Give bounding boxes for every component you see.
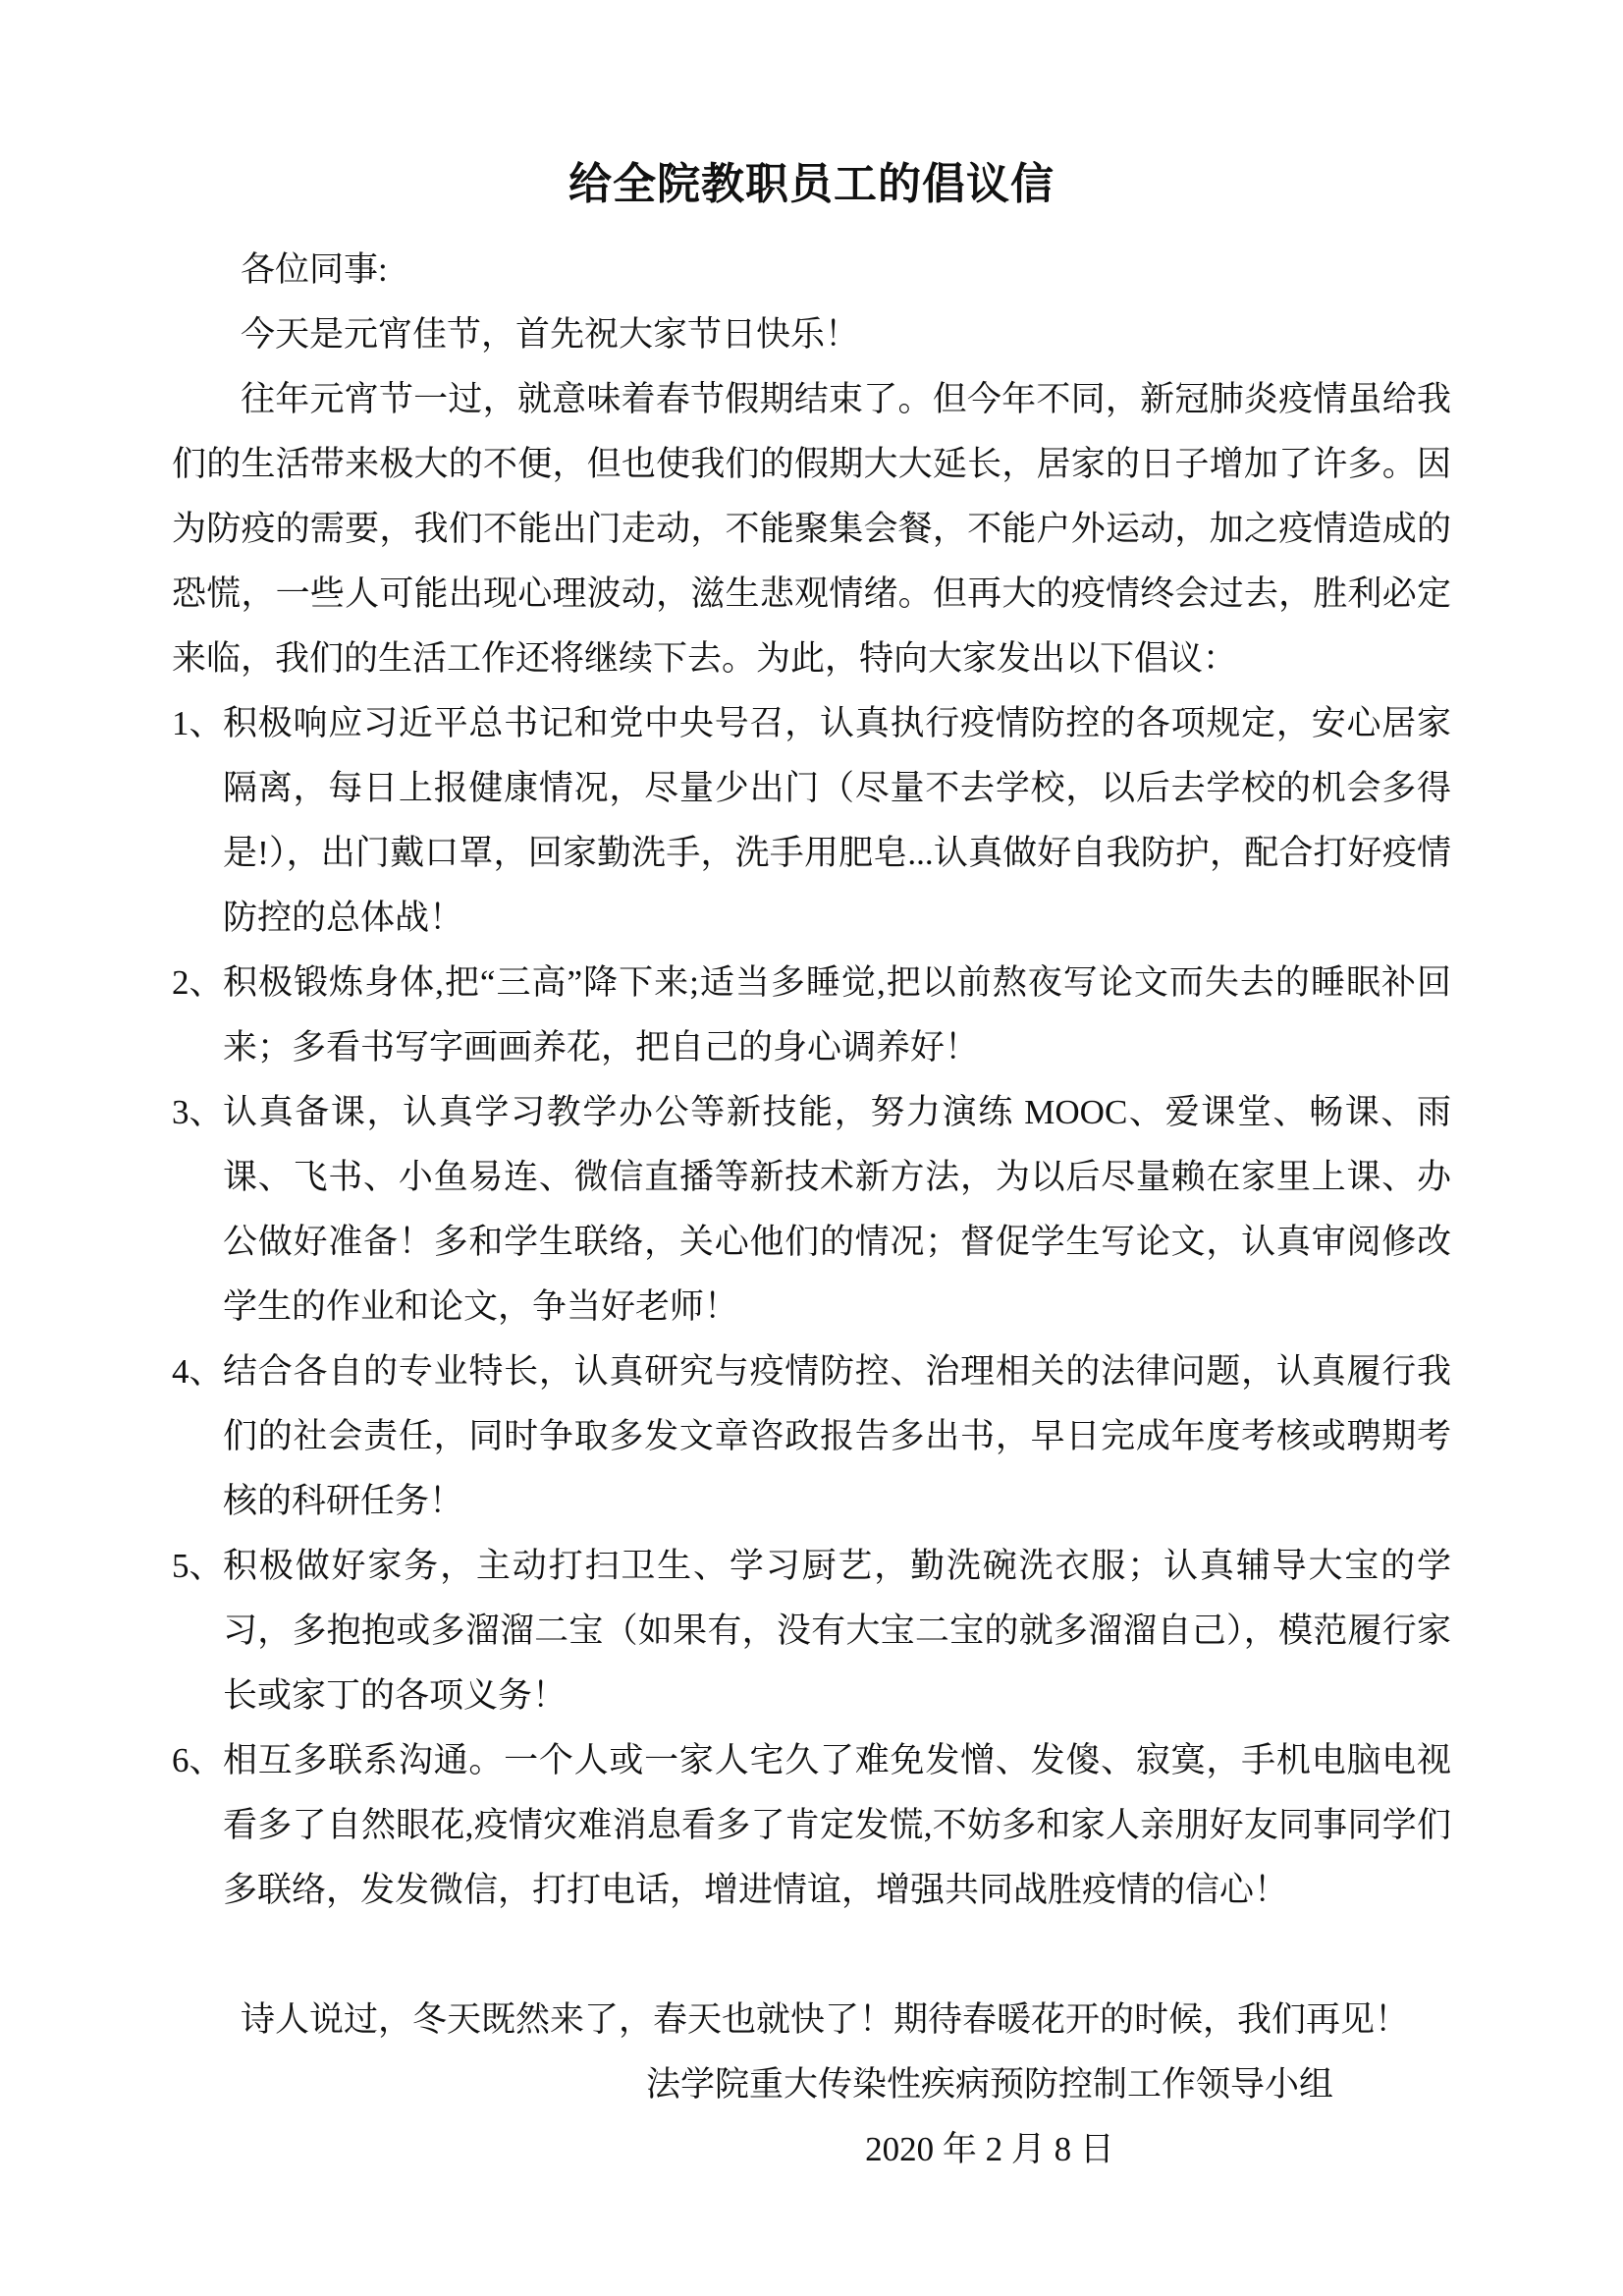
proposal-item [172,1728,1451,1923]
salutation: 各位同事: [241,250,388,289]
page-title: 给全院教职员工的倡议信 [568,160,1055,208]
date: 2020 年 2 月 8 日 [865,2130,1114,2168]
proposal-number: 1、 [172,704,224,742]
proposal-number: 6、 [172,1741,224,1779]
closing-paragraph: 诗人说过，冬天既然来了，春天也就快了！期待春暖花开的时候，我们再见！ [241,2000,1410,2039]
proposal-item [172,1339,1451,1534]
proposal-item [172,951,1451,1080]
proposal-text: 积极锻炼身体,把“三高”降下来;适当多睡觉,把以前熬夜写论文而失去的睡眠补回来；多看书写字画画养花，把自己的身心调养好！ [223,963,1451,1066]
proposal-number: 5、 [172,1547,224,1585]
proposal-item [172,691,1451,951]
proposal-item [172,1080,1451,1339]
proposal-text: 积极做好家务，主动打扫卫生、学习厨艺，勤洗碗洗衣服；认真辅导大宝的学习，多抱抱或多溜溜二宝（如果有，没有大宝二宝的就多溜溜自己），模范履行家长或家丁的各项义务！ [223,1547,1451,1715]
proposal-text: 积极响应习近平总书记和党中央号召，认真执行疫情防控的各项规定，安心居家隔离，每日上报健康情况，尽量少出门（尽量不去学校，以后去学校的机会多得是!），出门戴口罩，回家勤洗手，洗手用肥皂...认真做好自我防护，配合打好疫情防控的总体战！ [223,704,1451,937]
proposal-text: 认真备课，认真学习教学办公等新技能，努力演练 MOOC、爱课堂、畅课、雨课、飞书、小鱼易连、微信直播等新技术新方法，为以后尽量赖在家里上课、办公做好准备！多和学生联络，关心他们的情况；督促学生写论文，认真审阅修改学生的作业和论文，争当好老师！ [223,1093,1451,1326]
paragraph: 今天是元宵佳节，首先祝大家节日快乐！ [241,315,860,354]
letter-body [172,238,1451,2182]
proposal-number: 2、 [172,963,224,1002]
proposal-number: 4、 [172,1352,224,1391]
signature: 法学院重大传染性疾病预防控制工作领导小组 [645,2065,1333,2104]
proposal-number: 3、 [172,1093,224,1131]
proposal-text: 相互多联系沟通。一个人或一家人宅久了难免发憎、发傻、寂寞，手机电脑电视看多了自然眼花,疫情灾难消息看多了肯定发慌,不妨多和家人亲朋好友同事同学们多联络，发发微信，打打电话，增进情谊，增强共同战胜疫情的信心！ [223,1741,1451,1909]
proposal-text: 结合各自的专业特长，认真研究与疫情防控、治理相关的法律问题，认真履行我们的社会责任，同时争取多发文章咨政报告多出书，早日完成年度考核或聘期考核的科研任务！ [223,1352,1451,1520]
paragraph: 往年元宵节一过，就意味着春节假期结束了。但今年不同，新冠肺炎疫情虽给我们的生活带来极大的不便，但也使我们的假期大大延长，居家的日子增加了许多。因为防疫的需要，我们不能出门走动，不能聚集会餐，不能户外运动，加之疫情造成的恐慌，一些人可能出现心理波动，滋生悲观情绪。但再大的疫情终会过去，胜利必定来临，我们的生活工作还将继续下去。为此，特向大家发出以下倡议： [172,380,1451,678]
signature-block [646,2052,1333,2182]
proposal-item [172,1534,1451,1728]
